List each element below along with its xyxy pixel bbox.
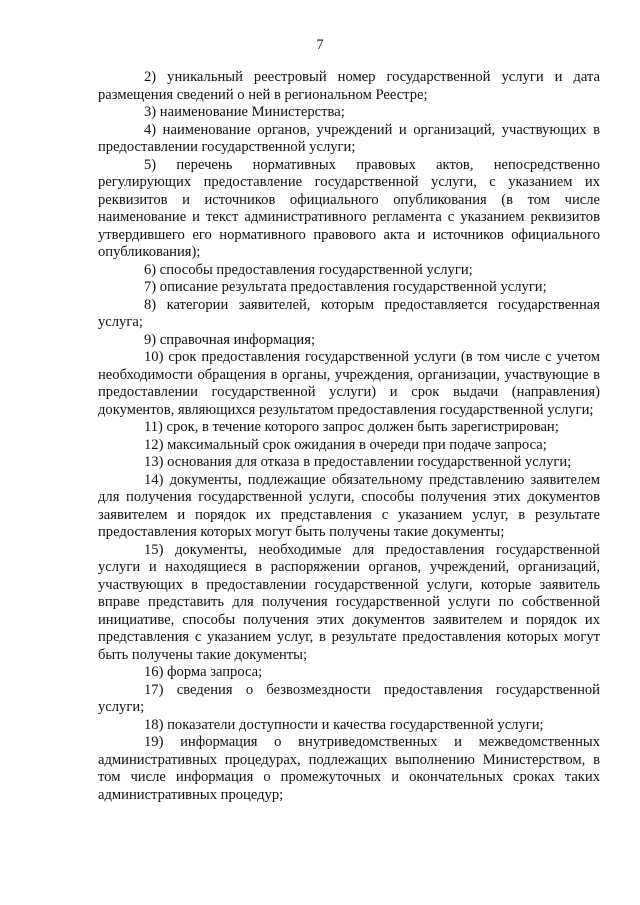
paragraph-item-14: 14) документы, подлежащие обязательному представлению заявителем для получения государственной услуги, способы получения этих документов заявителем и порядок их представления с указанием услуг, в результате предоставления которых могут быть получены такие документы; [98, 471, 600, 540]
paragraph-item-16: 16) форма запроса; [144, 664, 263, 680]
paragraph-item-5: 5) перечень нормативных правовых актов, непосредственно регулирующих предоставление государственной услуги, с указанием их реквизитов и источников официального опубликования (в том числе наименование и текст административного регламента с указанием реквизитов утвердившего его нормативного правового акта и источников официального опубликования); [98, 156, 600, 260]
paragraph-item-12: 12) максимальный срок ожидания в очереди при подаче запроса; [144, 436, 547, 453]
paragraph-item-18: 18) показатели доступности и качества государственной услуги; [144, 716, 544, 733]
paragraph-item-4: 4) наименование органов, учреждений и организаций, участвующих в предоставлении государственной услуги; [98, 121, 600, 155]
paragraph-item-10: 10) срок предоставления государственной услуги (в том числе с учетом необходимости обращения в органы, учреждения, организации, участвующие в предоставлении государственной услуги) и срок выдачи (направления) документов, являющихся результатом предоставления государственной услуги; [98, 349, 600, 418]
paragraph-item-17: 17) сведения о безвозмездности предоставления государственной услуги; [98, 681, 600, 715]
paragraph-item-11: 11) срок, в течение которого запрос должен быть зарегистрирован; [144, 419, 559, 435]
paragraph-item-9: 9) справочная информация; [144, 331, 316, 348]
paragraph-item-6: 6) способы предоставления государственной услуги; [144, 261, 473, 278]
paragraph-item-19: 19) информация о внутриведомственных и межведомственных административных процедурах, подлежащих выполнению Министерством, в том числе информация о промежуточных и окончательных сроках таких административных процедур; [98, 734, 600, 803]
paragraph-item-2: 2) уникальный реестровый номер государственной услуги и дата размещения сведений о ней в региональном Реестре; [98, 69, 600, 103]
paragraph-item-8: 8) категории заявителей, которым предоставляется государственная услуга; [98, 296, 600, 330]
document-body [98, 69, 600, 804]
paragraph-item-3: 3) наименование Министерства; [144, 104, 345, 120]
page-number: 7 [316, 37, 324, 53]
paragraph-item-15: 15) документы, необходимые для предоставления государственной услуги и находящиеся в распоряжении органов, учреждений, организаций, участвующих в предоставлении государственной услуги, которые заявитель вправе представить для получения государственной услуги по собственной инициативе, способы получения этих документов заявителем и порядок их представления с указанием услуг, в результате предоставления которых могут быть получены такие документы; [98, 541, 600, 663]
paragraph-item-7: 7) описание результата предоставления государственной услуги; [144, 279, 547, 295]
paragraph-item-13: 13) основания для отказа в предоставлении государственной услуги; [144, 454, 572, 470]
